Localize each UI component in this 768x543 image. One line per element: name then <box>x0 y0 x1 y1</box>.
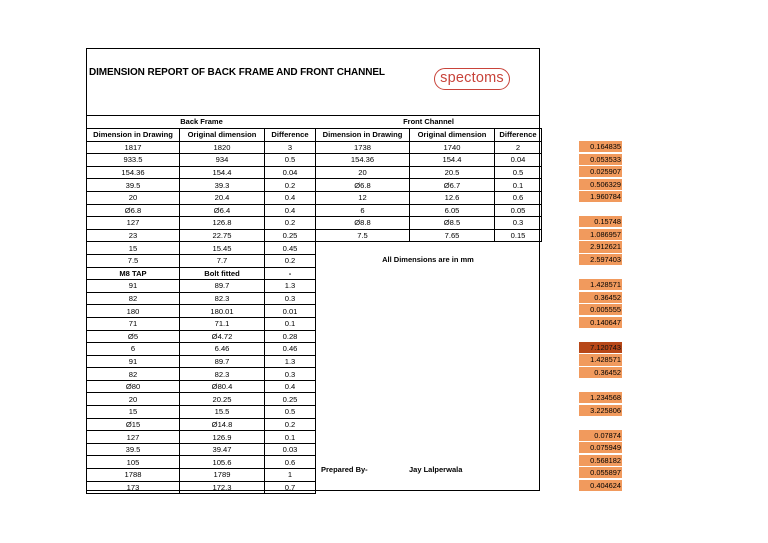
table-row <box>87 204 316 217</box>
difference-cell: 0.2 <box>265 418 316 431</box>
original-dimension-cell: 126.9 <box>180 431 265 444</box>
dimension-in-drawing-cell: 933.5 <box>87 154 180 167</box>
percentage-cell: 0.36452 <box>579 292 622 304</box>
dimension-in-drawing-cell: 82 <box>87 368 180 381</box>
original-dimension-cell: 154.4 <box>180 166 265 179</box>
table-row <box>316 166 542 179</box>
table-row <box>87 179 316 192</box>
original-dimension-cell: 82.3 <box>180 292 265 305</box>
percentage-cell: 0.506329 <box>579 179 622 191</box>
original-dimension-cell: Ø80.4 <box>180 380 265 393</box>
table-row <box>87 254 316 267</box>
percentage-cell: 0.005555 <box>579 304 622 316</box>
dimension-in-drawing-cell: 7.5 <box>316 229 410 242</box>
dimension-in-drawing-cell: 7.5 <box>87 254 180 267</box>
dimension-in-drawing-cell: 39.5 <box>87 443 180 456</box>
original-dimension-cell: Ø4.72 <box>180 330 265 343</box>
dimension-in-drawing-cell: 91 <box>87 280 180 293</box>
prepared-by-name: Jay Lalperwala <box>409 465 463 474</box>
difference-cell: 0.5 <box>265 406 316 419</box>
table-row <box>87 242 316 255</box>
original-dimension-cell: Ø14.8 <box>180 418 265 431</box>
table-row <box>87 154 316 167</box>
dimension-in-drawing-cell: 23 <box>87 229 180 242</box>
dimension-in-drawing-cell: 15 <box>87 406 180 419</box>
report-title: DIMENSION REPORT OF BACK FRAME AND FRONT CHANNEL <box>89 67 385 78</box>
table-row <box>87 343 316 356</box>
dimension-in-drawing-cell: 39.5 <box>87 179 180 192</box>
difference-cell: 0.7 <box>265 481 316 494</box>
difference-cell: 0.05 <box>495 204 542 217</box>
difference-cell: 0.4 <box>265 191 316 204</box>
dimension-in-drawing-cell: 127 <box>87 431 180 444</box>
original-dimension-cell: 82.3 <box>180 368 265 381</box>
difference-cell: 0.4 <box>265 380 316 393</box>
table-row <box>87 317 316 330</box>
dimension-in-drawing-cell: 173 <box>87 481 180 494</box>
table-row <box>316 141 542 154</box>
original-dimension-cell: 20.25 <box>180 393 265 406</box>
original-dimension-cell: 1820 <box>180 141 265 154</box>
front-channel-title: Front Channel <box>403 117 454 126</box>
dimension-in-drawing-cell: 105 <box>87 456 180 469</box>
dimension-in-drawing-cell: 15 <box>87 242 180 255</box>
percentage-cell: 1.428571 <box>579 279 622 291</box>
original-dimension-cell: Ø6.7 <box>410 179 495 192</box>
table-row <box>87 292 316 305</box>
dimension-in-drawing-cell: 6 <box>87 343 180 356</box>
dimension-in-drawing-cell: 1817 <box>87 141 180 154</box>
col-dimension-in-drawing: Dimension in Drawing <box>87 129 180 142</box>
original-dimension-cell: 39.47 <box>180 443 265 456</box>
table-row <box>316 191 542 204</box>
percentage-cell: 2.597403 <box>579 254 622 266</box>
dimension-in-drawing-cell: 180 <box>87 305 180 318</box>
dimension-in-drawing-cell: 1788 <box>87 469 180 482</box>
dimension-in-drawing-cell: Ø15 <box>87 418 180 431</box>
table-row <box>87 456 316 469</box>
difference-cell: 0.25 <box>265 393 316 406</box>
table-row <box>87 368 316 381</box>
table-row <box>87 280 316 293</box>
difference-cell: 0.2 <box>265 254 316 267</box>
table-row <box>87 305 316 318</box>
dimension-in-drawing-cell: Ø5 <box>87 330 180 343</box>
table-row <box>87 267 316 280</box>
dimension-in-drawing-cell: 20 <box>316 166 410 179</box>
dimension-in-drawing-cell: 154.36 <box>87 166 180 179</box>
percentage-cell: 1.234568 <box>579 392 622 404</box>
col-difference: Difference <box>265 129 316 142</box>
table-row <box>316 229 542 242</box>
original-dimension-cell: 1740 <box>410 141 495 154</box>
dimension-in-drawing-cell: Ø8.8 <box>316 217 410 230</box>
original-dimension-cell: 39.3 <box>180 179 265 192</box>
original-dimension-cell: 20.4 <box>180 191 265 204</box>
percentage-cell: 1.960784 <box>579 191 622 203</box>
difference-cell: 0.5 <box>495 166 542 179</box>
table-row <box>87 229 316 242</box>
difference-cell: 1 <box>265 469 316 482</box>
percentage-cell: 2.912621 <box>579 241 622 253</box>
table-row <box>316 204 542 217</box>
dimension-in-drawing-cell: Ø6.8 <box>316 179 410 192</box>
prepared-by-label: Prepared By- <box>321 465 368 474</box>
percentage-cell: 7.120743 <box>579 342 622 354</box>
difference-cell: 0.45 <box>265 242 316 255</box>
dimensions-unit-note: All Dimensions are in mm <box>382 255 474 264</box>
percentage-cell: 0.140647 <box>579 317 622 329</box>
dimension-in-drawing-cell: 127 <box>87 217 180 230</box>
difference-cell: 0.3 <box>495 217 542 230</box>
dimension-in-drawing-cell: 91 <box>87 355 180 368</box>
percentage-cell: 1.086957 <box>579 229 622 241</box>
front-channel-table <box>315 128 542 242</box>
dimension-in-drawing-cell: M8 TAP <box>87 267 180 280</box>
difference-cell: 0.2 <box>265 179 316 192</box>
original-dimension-cell: Bolt fitted <box>180 267 265 280</box>
difference-cell: 0.5 <box>265 154 316 167</box>
table-row <box>87 481 316 494</box>
dimension-in-drawing-cell: 6 <box>316 204 410 217</box>
percentage-cell: 3.225806 <box>579 405 622 417</box>
difference-cell: 0.1 <box>265 431 316 444</box>
difference-cell: - <box>265 267 316 280</box>
difference-cell: 0.15 <box>495 229 542 242</box>
dimension-in-drawing-cell: 154.36 <box>316 154 410 167</box>
original-dimension-cell: 126.8 <box>180 217 265 230</box>
back-frame-table <box>86 128 316 494</box>
table-row <box>316 154 542 167</box>
original-dimension-cell: 20.5 <box>410 166 495 179</box>
difference-cell: 0.2 <box>265 217 316 230</box>
original-dimension-cell: Ø6.4 <box>180 204 265 217</box>
percentage-cell: 0.053533 <box>579 154 622 166</box>
difference-cell: 0.46 <box>265 343 316 356</box>
original-dimension-cell: Ø8.5 <box>410 217 495 230</box>
table-row <box>87 443 316 456</box>
percentage-cell: 0.568182 <box>579 455 622 467</box>
dimension-in-drawing-cell: 71 <box>87 317 180 330</box>
table-row <box>316 179 542 192</box>
col-original-dimension: Original dimension <box>180 129 265 142</box>
difference-cell: 1.3 <box>265 355 316 368</box>
dimension-in-drawing-cell: 1738 <box>316 141 410 154</box>
original-dimension-cell: 6.46 <box>180 343 265 356</box>
original-dimension-cell: 89.7 <box>180 355 265 368</box>
dimension-in-drawing-cell: 12 <box>316 191 410 204</box>
original-dimension-cell: 12.6 <box>410 191 495 204</box>
front-channel-header-row <box>316 129 542 142</box>
table-row <box>87 191 316 204</box>
difference-cell: 0.6 <box>495 191 542 204</box>
difference-cell: 0.1 <box>495 179 542 192</box>
original-dimension-cell: 15.45 <box>180 242 265 255</box>
original-dimension-cell: 6.05 <box>410 204 495 217</box>
table-row <box>87 330 316 343</box>
percentage-cell: 0.404624 <box>579 480 622 492</box>
difference-cell: 0.25 <box>265 229 316 242</box>
back-frame-title: Back Frame <box>180 117 223 126</box>
table-row <box>87 380 316 393</box>
table-row <box>87 393 316 406</box>
table-row <box>316 217 542 230</box>
table-row <box>87 469 316 482</box>
percentage-cell: 0.15748 <box>579 216 622 228</box>
difference-cell: 0.3 <box>265 292 316 305</box>
original-dimension-cell: 15.5 <box>180 406 265 419</box>
original-dimension-cell: 7.7 <box>180 254 265 267</box>
original-dimension-cell: 1789 <box>180 469 265 482</box>
difference-cell: 0.1 <box>265 317 316 330</box>
dimension-in-drawing-cell: 20 <box>87 191 180 204</box>
original-dimension-cell: 172.3 <box>180 481 265 494</box>
spectoms-logo: spectoms <box>434 68 510 90</box>
back-frame-header-row <box>87 129 316 142</box>
dimension-in-drawing-cell: 20 <box>87 393 180 406</box>
col-difference: Difference <box>495 129 542 142</box>
table-row <box>87 406 316 419</box>
difference-cell: 0.04 <box>265 166 316 179</box>
table-row <box>87 418 316 431</box>
percentage-cell: 0.164835 <box>579 141 622 153</box>
dimension-report <box>86 48 540 491</box>
percentage-cell: 0.07874 <box>579 430 622 442</box>
difference-cell: 1.3 <box>265 280 316 293</box>
difference-cell: 0.03 <box>265 443 316 456</box>
col-original-dimension: Original dimension <box>410 129 495 142</box>
difference-cell: 3 <box>265 141 316 154</box>
table-row <box>87 355 316 368</box>
original-dimension-cell: 934 <box>180 154 265 167</box>
percentage-cell: 0.025907 <box>579 166 622 178</box>
original-dimension-cell: 22.75 <box>180 229 265 242</box>
table-row <box>87 141 316 154</box>
difference-cell: 2 <box>495 141 542 154</box>
difference-cell: 0.4 <box>265 204 316 217</box>
table-row <box>87 431 316 444</box>
difference-cell: 0.6 <box>265 456 316 469</box>
percentage-cell: 0.36452 <box>579 367 622 379</box>
table-row <box>87 166 316 179</box>
original-dimension-cell: 180.01 <box>180 305 265 318</box>
percentage-cell: 1.428571 <box>579 354 622 366</box>
original-dimension-cell: 154.4 <box>410 154 495 167</box>
col-dimension-in-drawing: Dimension in Drawing <box>316 129 410 142</box>
difference-cell: 0.28 <box>265 330 316 343</box>
difference-cell: 0.04 <box>495 154 542 167</box>
original-dimension-cell: 105.6 <box>180 456 265 469</box>
percentage-cell: 0.055897 <box>579 467 622 479</box>
dimension-in-drawing-cell: 82 <box>87 292 180 305</box>
table-row <box>87 217 316 230</box>
difference-cell: 0.3 <box>265 368 316 381</box>
percentage-cell: 0.075949 <box>579 442 622 454</box>
dimension-in-drawing-cell: Ø80 <box>87 380 180 393</box>
original-dimension-cell: 89.7 <box>180 280 265 293</box>
dimension-in-drawing-cell: Ø6.8 <box>87 204 180 217</box>
original-dimension-cell: 71.1 <box>180 317 265 330</box>
original-dimension-cell: 7.65 <box>410 229 495 242</box>
difference-cell: 0.01 <box>265 305 316 318</box>
